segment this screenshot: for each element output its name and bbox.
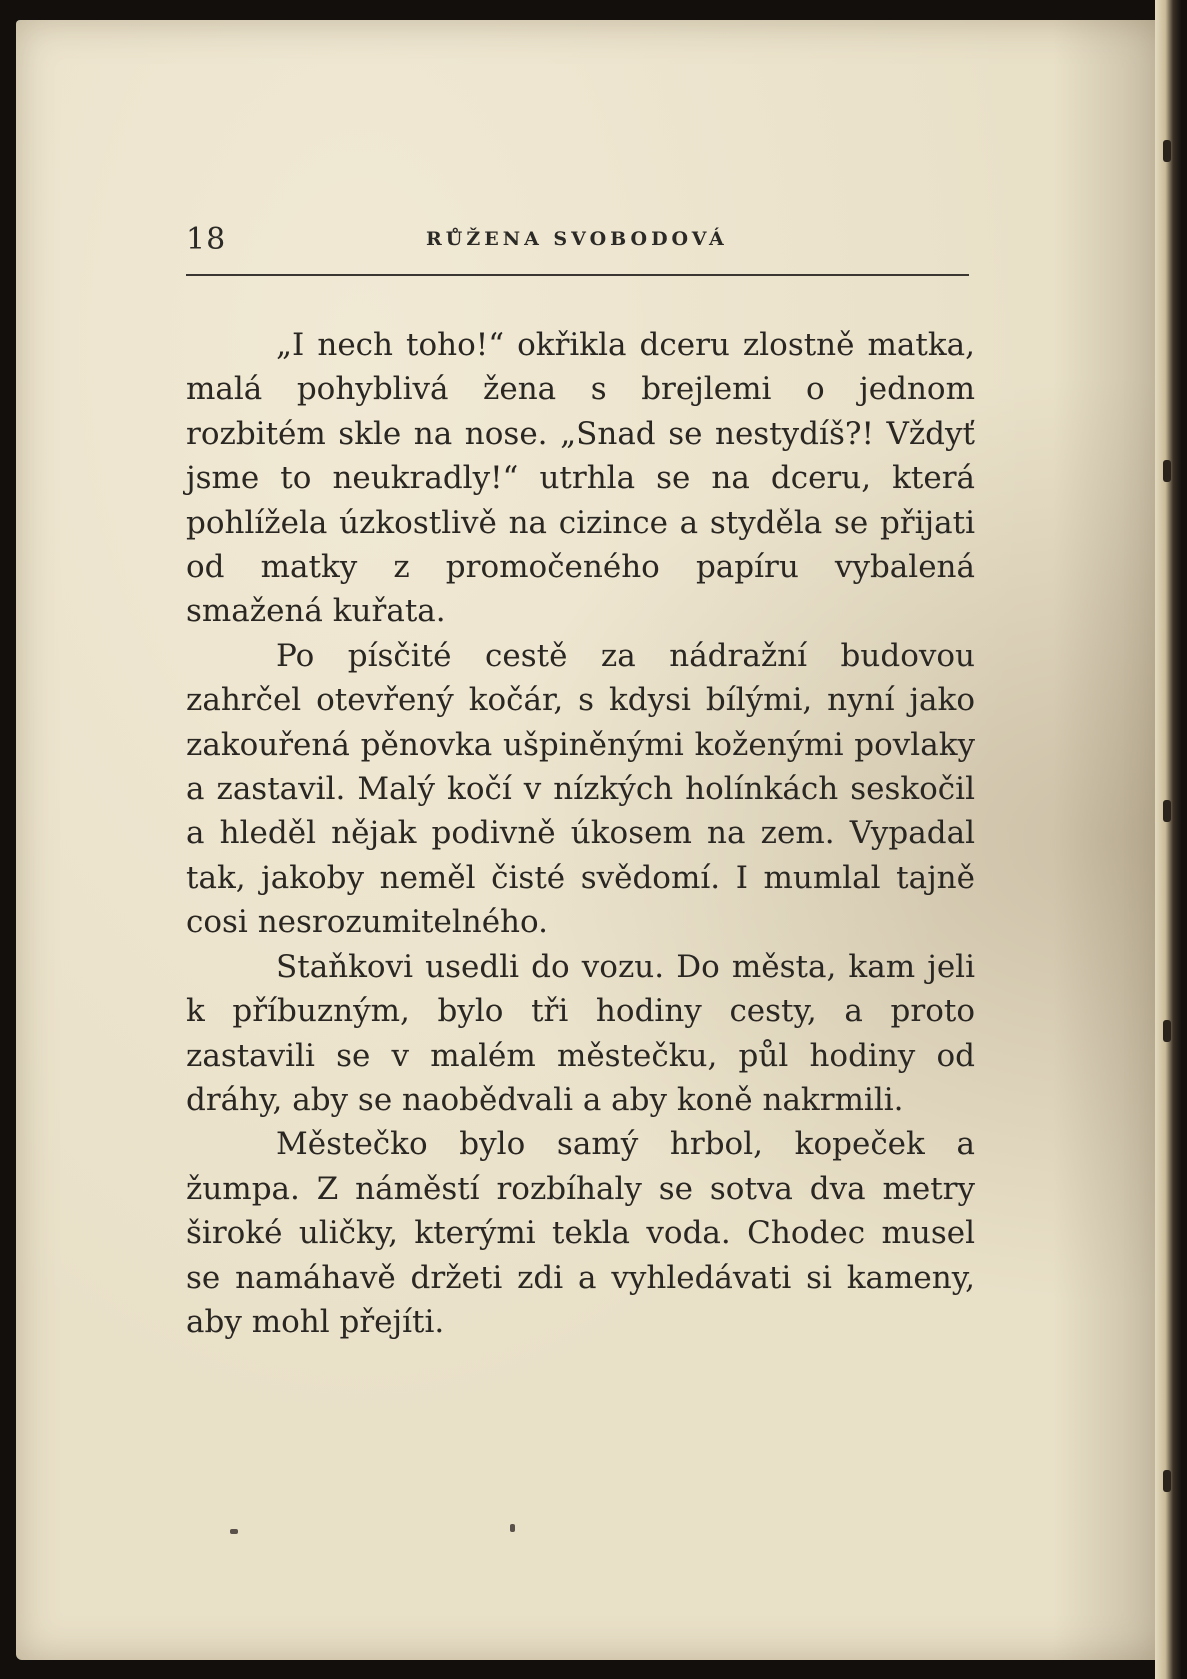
binding-stitch	[1163, 1020, 1171, 1042]
binding-stitch	[1163, 460, 1171, 482]
body-text	[186, 323, 975, 1344]
header-rule	[186, 274, 969, 276]
paragraph: „I nech toho!“ okřikla dceru zlostně matka, malá pohyblivá žena s brejlemi o jednom rozbitém skle na nose. „Snad se nestydíš?! Vždyť jsme to neukradly!“ utrhla se na dceru, která pohlížela úzkostlivě na cizince a styděla se přijati od matky z promočeného papíru vybalená smažená kuřata.	[186, 327, 975, 630]
ink-speck	[230, 1529, 238, 1534]
paragraph: Městečko bylo samý hrbol, kopeček a žumpa. Z náměstí rozbíhaly se sotva dva metry široké uličky, kterými tekla voda. Chodec musel se namáhavě držeti zdi a vyhledávati si kameny, aby mohl přejíti.	[186, 1126, 975, 1340]
binding-stitch	[1163, 140, 1171, 162]
binding-stitch	[1163, 1470, 1171, 1492]
ink-speck	[510, 1524, 515, 1532]
paragraph: Po písčité cestě za nádražní budovou zahrčel otevřený kočár, s kdysi bílými, nyní jako zakouřená pěnovka ušpiněnými koženými povlaky a zastavil. Malý kočí v nízkých holínkách seskočil a hleděl nějak podivně úkosem na zem. Vypadal tak, jakoby neměl čisté svědomí. I mumlal tajně cosi nesrozumitelného.	[186, 637, 975, 941]
binding-stitch	[1163, 800, 1171, 822]
page-header	[186, 218, 969, 262]
book-binding-edge	[1155, 0, 1181, 1679]
paragraph: Staňkovi usedli do vozu. Do města, kam jeli k příbuzným, bylo tři hodiny cesty, a proto zastavili se v malém městečku, půl hodiny od dráhy, aby se naobědvali a aby koně nakrmili.	[186, 948, 975, 1118]
running-head: RŮŽENA SVOBODOVÁ	[426, 228, 728, 250]
page-number: 18	[186, 222, 227, 257]
